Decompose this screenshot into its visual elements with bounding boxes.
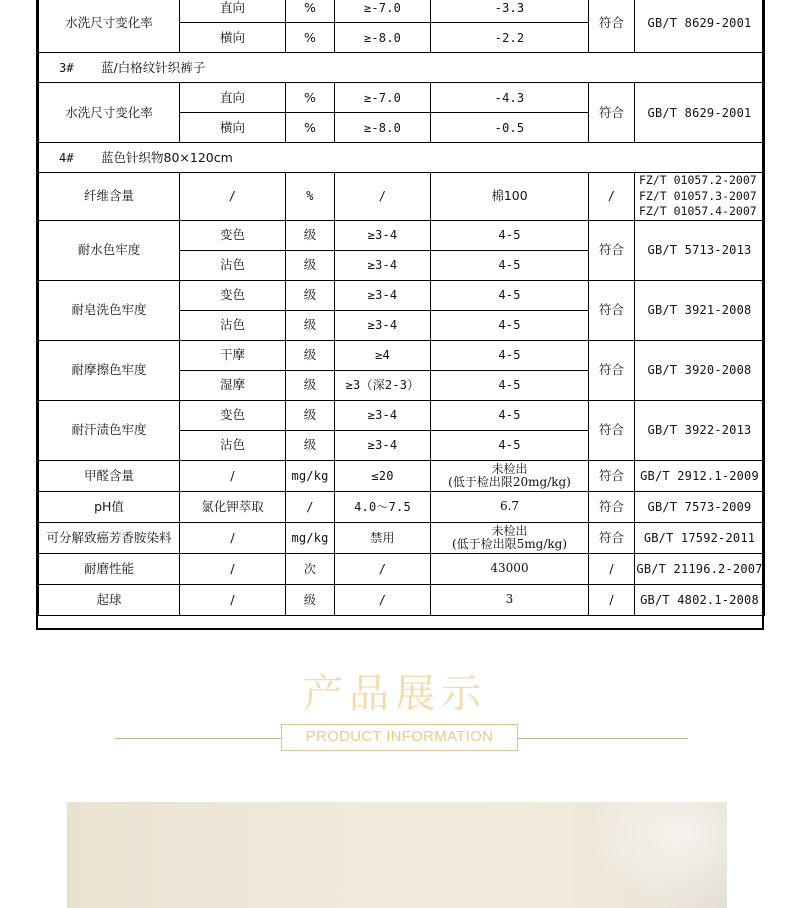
sub-item-cell: 横向 — [180, 113, 286, 143]
sub-item-cell: 沾色 — [180, 250, 286, 280]
result-cell — [431, 460, 589, 491]
test-item-cell: 水洗尺寸变化率 — [39, 83, 180, 143]
unit-cell: 级 — [286, 280, 335, 310]
result-line: 43000 — [490, 561, 529, 575]
unit-cell: % — [286, 113, 335, 143]
standard-cell: GB/T 5713-2013 — [635, 220, 765, 280]
result-cell: 4-5 — [431, 340, 589, 370]
unit-cell: 次 — [286, 553, 335, 584]
result-cell — [431, 553, 589, 584]
unit-cell: % — [286, 0, 335, 23]
standard-cell: GB/T 2912.1-2009 — [635, 460, 765, 491]
table-row — [39, 491, 765, 522]
table-row — [39, 400, 765, 430]
result-line: 6.7 — [499, 499, 520, 513]
requirement-cell: ≥4 — [335, 340, 431, 370]
requirement-cell: / — [335, 553, 431, 584]
sub-item-cell: 沾色 — [180, 310, 286, 340]
sub-item-cell: / — [180, 460, 286, 491]
test-report-table — [38, 0, 765, 616]
unit-cell: 级 — [286, 310, 335, 340]
requirement-cell: ≥3-4 — [335, 400, 431, 430]
unit-cell: % — [286, 173, 335, 221]
table-row — [39, 173, 765, 221]
sub-item-cell: 变色 — [180, 400, 286, 430]
standard-cell: GB/T 21196.2-2007 — [635, 553, 765, 584]
judgement-cell: 符合 — [589, 280, 635, 340]
unit-cell: 级 — [286, 400, 335, 430]
unit-cell: % — [286, 23, 335, 53]
product-display-banner — [0, 660, 790, 760]
sample-number: 4# — [59, 150, 74, 165]
banner-divider-right — [518, 738, 688, 739]
judgement-cell: 符合 — [589, 83, 635, 143]
standard-cell: GB/T 7573-2009 — [635, 491, 765, 522]
result-line: (低于检出限5mg/kg) — [451, 536, 568, 551]
table-row — [39, 522, 765, 553]
unit-cell: / — [286, 491, 335, 522]
unit-cell: mg/kg — [286, 522, 335, 553]
result-cell — [431, 491, 589, 522]
result-line: 3 — [505, 592, 514, 606]
standard-line: FZ/T 01057.3-2007 — [639, 188, 757, 203]
result-cell: 4-5 — [431, 370, 589, 400]
standard-cell: GB/T 3922-2013 — [635, 400, 765, 460]
result-cell: 棉100 — [431, 173, 589, 221]
sample-number: 3# — [59, 60, 74, 75]
judgement-cell: / — [589, 584, 635, 615]
test-item-cell: 纤维含量 — [39, 173, 180, 221]
requirement-cell: ≥3（深2-3） — [335, 370, 431, 400]
sub-item-cell: 直向 — [180, 0, 286, 23]
sub-item-cell: 直向 — [180, 83, 286, 113]
judgement-cell: 符合 — [589, 522, 635, 553]
unit-cell: % — [286, 83, 335, 113]
judgement-cell: 符合 — [589, 400, 635, 460]
sample-title: 蓝色针织物80×120cm — [101, 149, 233, 165]
result-cell: -4.3 — [431, 83, 589, 113]
table-row — [39, 220, 765, 250]
judgement-cell: / — [589, 173, 635, 221]
requirement-cell: ≤20 — [335, 460, 431, 491]
requirement-cell: ≥3-4 — [335, 250, 431, 280]
standard-cell: GB/T 17592-2011 — [635, 522, 765, 553]
table-row — [39, 0, 765, 23]
table-row — [39, 553, 765, 584]
requirement-cell: 4.0～7.5 — [335, 491, 431, 522]
standard-cell: GB/T 3921-2008 — [635, 280, 765, 340]
standard-cell: GB/T 8629-2001 — [635, 83, 765, 143]
sample-title: 蓝/白格纹针织裤子 — [101, 59, 206, 75]
requirement-cell: ≥3-4 — [335, 310, 431, 340]
test-item-cell: pH值 — [39, 491, 180, 522]
requirement-cell: / — [335, 584, 431, 615]
sub-item-cell: 变色 — [180, 280, 286, 310]
result-cell: 4-5 — [431, 220, 589, 250]
result-line: (低于检出限20mg/kg) — [448, 474, 571, 489]
sub-item-cell: / — [180, 584, 286, 615]
result-cell — [431, 584, 589, 615]
product-photo — [67, 802, 727, 908]
sub-item-cell: 沾色 — [180, 430, 286, 460]
result-cell: -3.3 — [431, 0, 589, 23]
section-row — [39, 143, 765, 173]
unit-cell: 级 — [286, 220, 335, 250]
requirement-cell: ≥-8.0 — [335, 113, 431, 143]
sub-item-cell: / — [180, 522, 286, 553]
result-cell: 4-5 — [431, 250, 589, 280]
standard-cell — [635, 173, 765, 221]
section-header-cell — [39, 53, 765, 83]
table-row — [39, 280, 765, 310]
standard-cell: GB/T 8629-2001 — [635, 0, 765, 53]
test-item-cell: 耐汗渍色牢度 — [39, 400, 180, 460]
unit-cell: mg/kg — [286, 460, 335, 491]
result-cell: 4-5 — [431, 280, 589, 310]
test-item-cell: 耐水色牢度 — [39, 220, 180, 280]
result-cell: -0.5 — [431, 113, 589, 143]
sub-item-cell: 氯化钾萃取 — [180, 491, 286, 522]
requirement-cell: ≥-8.0 — [335, 23, 431, 53]
unit-cell: 级 — [286, 250, 335, 280]
sub-item-cell: 湿摩 — [180, 370, 286, 400]
test-item-cell: 耐磨性能 — [39, 553, 180, 584]
result-line: 未检出 — [491, 523, 528, 538]
unit-cell: 级 — [286, 584, 335, 615]
table-row — [39, 83, 765, 113]
test-item-cell: 耐皂洗色牢度 — [39, 280, 180, 340]
judgement-cell: / — [589, 553, 635, 584]
requirement-cell: ≥3-4 — [335, 430, 431, 460]
sub-item-cell: 干摩 — [180, 340, 286, 370]
banner-subtitle: PRODUCT INFORMATION — [281, 724, 518, 751]
requirement-cell: ≥3-4 — [335, 280, 431, 310]
result-cell: 4-5 — [431, 430, 589, 460]
unit-cell: 级 — [286, 340, 335, 370]
result-line: 未检出 — [491, 461, 528, 476]
requirement-cell: ≥-7.0 — [335, 0, 431, 23]
result-cell: 4-5 — [431, 400, 589, 430]
standard-line: FZ/T 01057.4-2007 — [639, 204, 757, 218]
table-row — [39, 584, 765, 615]
standard-cell: GB/T 4802.1-2008 — [635, 584, 765, 615]
result-cell: -2.2 — [431, 23, 589, 53]
result-cell: 4-5 — [431, 310, 589, 340]
requirement-cell: ≥3-4 — [335, 220, 431, 250]
requirement-cell: / — [335, 173, 431, 221]
standard-cell: GB/T 3920-2008 — [635, 340, 765, 400]
test-report-table-frame — [36, 0, 764, 630]
requirement-cell: ≥-7.0 — [335, 83, 431, 113]
judgement-cell: 符合 — [589, 491, 635, 522]
judgement-cell: 符合 — [589, 340, 635, 400]
banner-title: 产品展示 — [303, 671, 487, 717]
unit-cell: 级 — [286, 430, 335, 460]
standard-line: FZ/T 01057.2-2007 — [639, 173, 757, 187]
section-row — [39, 53, 765, 83]
result-cell — [431, 522, 589, 553]
judgement-cell: 符合 — [589, 460, 635, 491]
test-item-cell: 水洗尺寸变化率 — [39, 0, 180, 53]
product-photo-highlight — [587, 802, 727, 908]
unit-cell: 级 — [286, 370, 335, 400]
sub-item-cell: 横向 — [180, 23, 286, 53]
sub-item-cell: / — [180, 173, 286, 221]
test-item-cell: 起球 — [39, 584, 180, 615]
table-row — [39, 460, 765, 491]
section-header-cell — [39, 143, 765, 173]
judgement-cell: 符合 — [589, 220, 635, 280]
banner-divider-left — [115, 738, 281, 739]
table-row — [39, 340, 765, 370]
sub-item-cell: 变色 — [180, 220, 286, 250]
test-item-cell: 可分解致癌芳香胺染料 — [39, 522, 180, 553]
sub-item-cell: / — [180, 553, 286, 584]
judgement-cell: 符合 — [589, 0, 635, 53]
test-item-cell: 甲醛含量 — [39, 460, 180, 491]
requirement-cell: 禁用 — [335, 522, 431, 553]
test-item-cell: 耐摩擦色牢度 — [39, 340, 180, 400]
